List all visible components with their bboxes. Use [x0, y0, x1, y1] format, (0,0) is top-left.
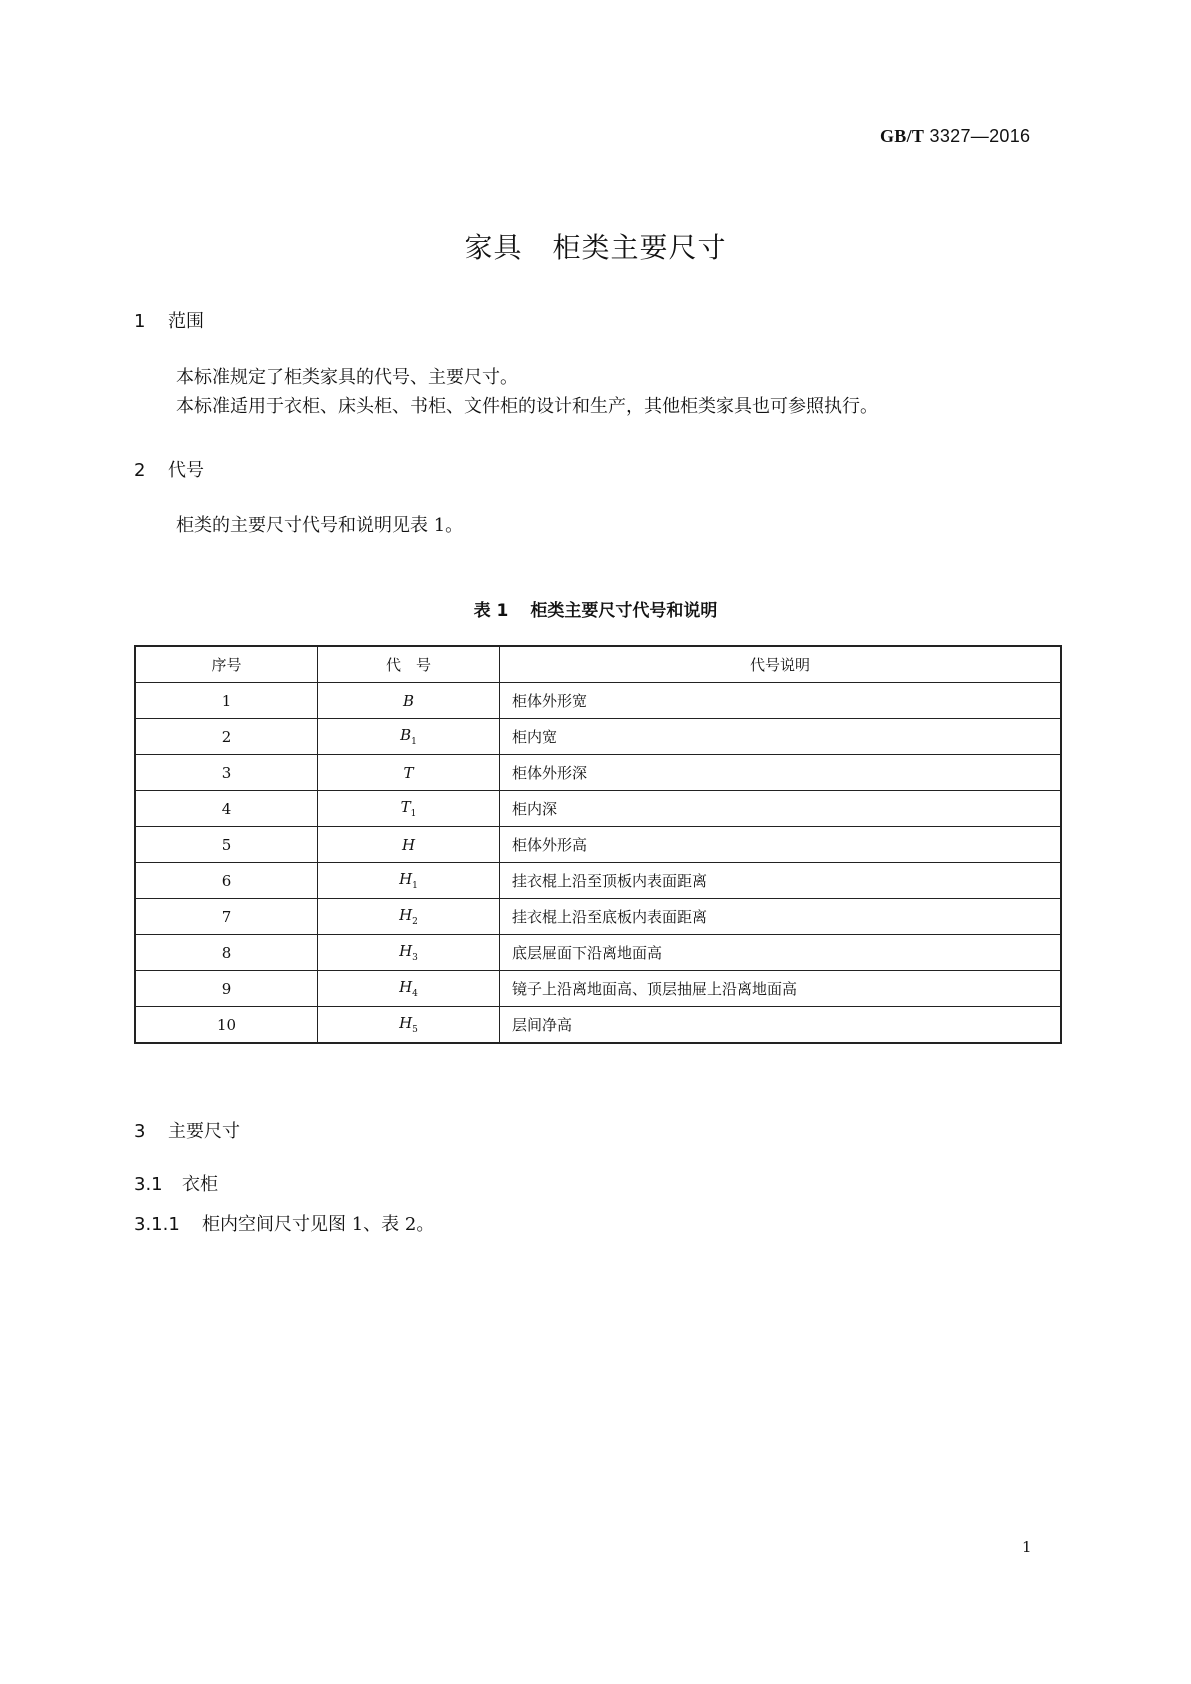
- code-symbol: B: [400, 726, 412, 744]
- header-code: 代 号: [318, 646, 500, 683]
- row-code: [318, 863, 500, 899]
- row-description: 柜体外形宽: [500, 683, 1062, 719]
- row-code: [318, 899, 500, 935]
- subsection-number: 3.1: [134, 1174, 163, 1195]
- code-subscript: 3: [412, 953, 418, 963]
- scope-paragraph-2: 本标准适用于衣柜、床头柜、书柜、文件柜的设计和生产，其他柜类家具也可参照执行。: [176, 396, 878, 417]
- row-code: [318, 827, 500, 863]
- row-code: [318, 791, 500, 827]
- row-description: 挂衣棍上沿至顶板内表面距离: [500, 863, 1062, 899]
- standard-number: [880, 126, 1030, 147]
- scope-paragraph-1: 本标准规定了柜类家具的代号、主要尺寸。: [176, 367, 518, 388]
- standard-code: 3327—2016: [929, 126, 1031, 146]
- table-caption-number: 表 1: [473, 601, 509, 621]
- table-row: [135, 755, 1061, 791]
- row-code: [318, 935, 500, 971]
- codes-table: [134, 645, 1062, 1044]
- row-description: 挂衣棍上沿至底板内表面距离: [500, 899, 1062, 935]
- code-subscript: 1: [410, 809, 417, 819]
- table-row: [135, 1007, 1061, 1044]
- row-number: 2: [135, 719, 318, 755]
- row-number: 7: [135, 899, 318, 935]
- code-symbol: T: [403, 763, 414, 782]
- table-caption-title: 柜类主要尺寸代号和说明: [530, 601, 718, 621]
- section-1-heading: [134, 307, 204, 333]
- standard-prefix: GB/T: [880, 126, 925, 146]
- row-number: 1: [135, 683, 318, 719]
- row-number: 3: [135, 755, 318, 791]
- clause-number: 3.1.1: [134, 1214, 180, 1235]
- table-row: [135, 935, 1061, 971]
- section-2-heading: [134, 456, 204, 482]
- code-symbol: H: [399, 1014, 413, 1032]
- code-symbol: B: [402, 691, 415, 710]
- table-row: [135, 971, 1061, 1007]
- section-title: 代号: [168, 460, 204, 481]
- section-title: 范围: [168, 311, 204, 332]
- row-description: 层间净高: [500, 1007, 1062, 1044]
- row-description: 柜内宽: [500, 719, 1062, 755]
- codes-paragraph: 柜类的主要尺寸代号和说明见表 1。: [176, 515, 464, 536]
- row-number: 10: [135, 1007, 318, 1044]
- row-number: 8: [135, 935, 318, 971]
- header-desc: 代号说明: [500, 646, 1062, 683]
- row-code: [318, 683, 500, 719]
- section-number: 3: [134, 1121, 146, 1142]
- table-row: [135, 683, 1061, 719]
- table-row: [135, 827, 1061, 863]
- table-row: [135, 899, 1061, 935]
- row-number: 4: [135, 791, 318, 827]
- table-row: [135, 791, 1061, 827]
- code-subscript: 1: [412, 881, 418, 891]
- section-3-heading: [134, 1117, 240, 1143]
- code-symbol: H: [399, 906, 413, 924]
- header-no: 序号: [135, 646, 318, 683]
- page-number: 1: [1022, 1538, 1032, 1556]
- row-number: 9: [135, 971, 318, 1007]
- section-3-1-heading: [134, 1170, 218, 1196]
- section-number: 1: [134, 311, 146, 332]
- table-header-row: [135, 646, 1061, 683]
- row-number: 6: [135, 863, 318, 899]
- section-number: 2: [134, 460, 146, 481]
- row-description: 底层屉面下沿离地面高: [500, 935, 1062, 971]
- table-row: [135, 719, 1061, 755]
- title-part2: 柜类主要尺寸: [552, 231, 727, 264]
- clause-text: 柜内空间尺寸见图 1、表 2。: [202, 1214, 435, 1235]
- code-symbol: H: [401, 835, 416, 854]
- code-symbol: H: [399, 942, 413, 960]
- row-code: [318, 1007, 500, 1044]
- title-part1: 家具: [464, 231, 523, 264]
- clause-3-1-1: [134, 1210, 434, 1236]
- code-subscript: 2: [412, 917, 418, 927]
- row-code: [318, 755, 500, 791]
- code-symbol: T: [400, 798, 411, 816]
- document-title: [0, 226, 1191, 266]
- code-subscript: 4: [412, 989, 418, 999]
- row-code: [318, 719, 500, 755]
- row-code: [318, 971, 500, 1007]
- row-description: 柜内深: [500, 791, 1062, 827]
- row-description: 柜体外形深: [500, 755, 1062, 791]
- section-title: 主要尺寸: [168, 1121, 240, 1142]
- table-caption: [0, 596, 1191, 621]
- row-number: 5: [135, 827, 318, 863]
- code-subscript: 1: [411, 737, 417, 747]
- subsection-title: 衣柜: [182, 1174, 218, 1195]
- table-row: [135, 863, 1061, 899]
- row-description: 柜体外形高: [500, 827, 1062, 863]
- code-symbol: H: [399, 978, 413, 996]
- code-symbol: H: [399, 870, 413, 888]
- row-description: 镜子上沿离地面高、顶层抽屉上沿离地面高: [500, 971, 1062, 1007]
- code-subscript: 5: [412, 1025, 418, 1035]
